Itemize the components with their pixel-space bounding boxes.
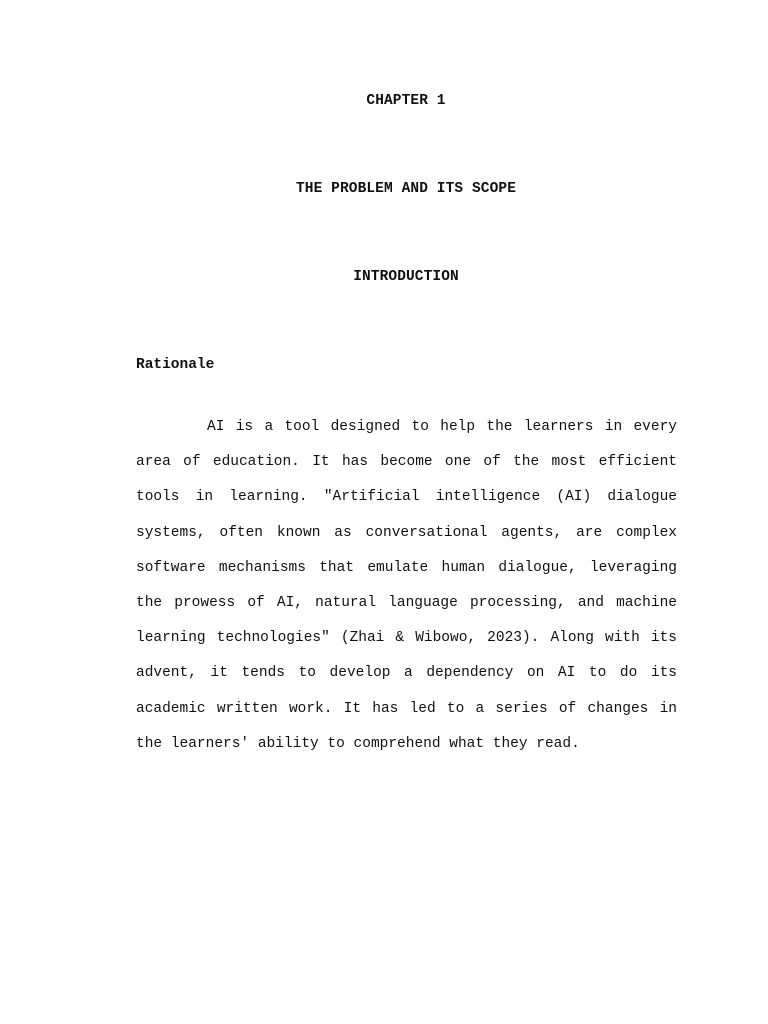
- paragraph-line: academic written work. It has led to a series of changes in: [136, 700, 677, 717]
- paragraph-line: software mechanisms that emulate human dialogue, leveraging: [136, 559, 677, 576]
- chapter-number-heading: CHAPTER 1: [366, 93, 446, 109]
- subsection-heading: Rationale: [136, 357, 215, 373]
- section-heading: INTRODUCTION: [353, 269, 459, 285]
- rationale-paragraph: [136, 410, 677, 762]
- paragraph-line: tools in learning. "Artificial intelligence (AI) dialogue: [136, 489, 677, 506]
- chapter-title-heading: THE PROBLEM AND ITS SCOPE: [295, 181, 517, 197]
- paragraph-line: the prowess of AI, natural language processing, and machine: [136, 594, 677, 611]
- paragraph-line: AI is a tool designed to help the learners in every: [207, 419, 677, 435]
- paragraph-line: area of education. It has become one of the most efficient: [136, 454, 677, 471]
- paragraph-line: learning technologies" (Zhai & Wibowo, 2023). Along with its: [136, 630, 677, 647]
- paragraph-line: systems, often known as conversational agents, are complex: [136, 524, 677, 541]
- paragraph-line: advent, it tends to develop a dependency on AI to do its: [136, 665, 677, 682]
- paragraph-line: the learners' ability to comprehend what they read.: [136, 735, 580, 752]
